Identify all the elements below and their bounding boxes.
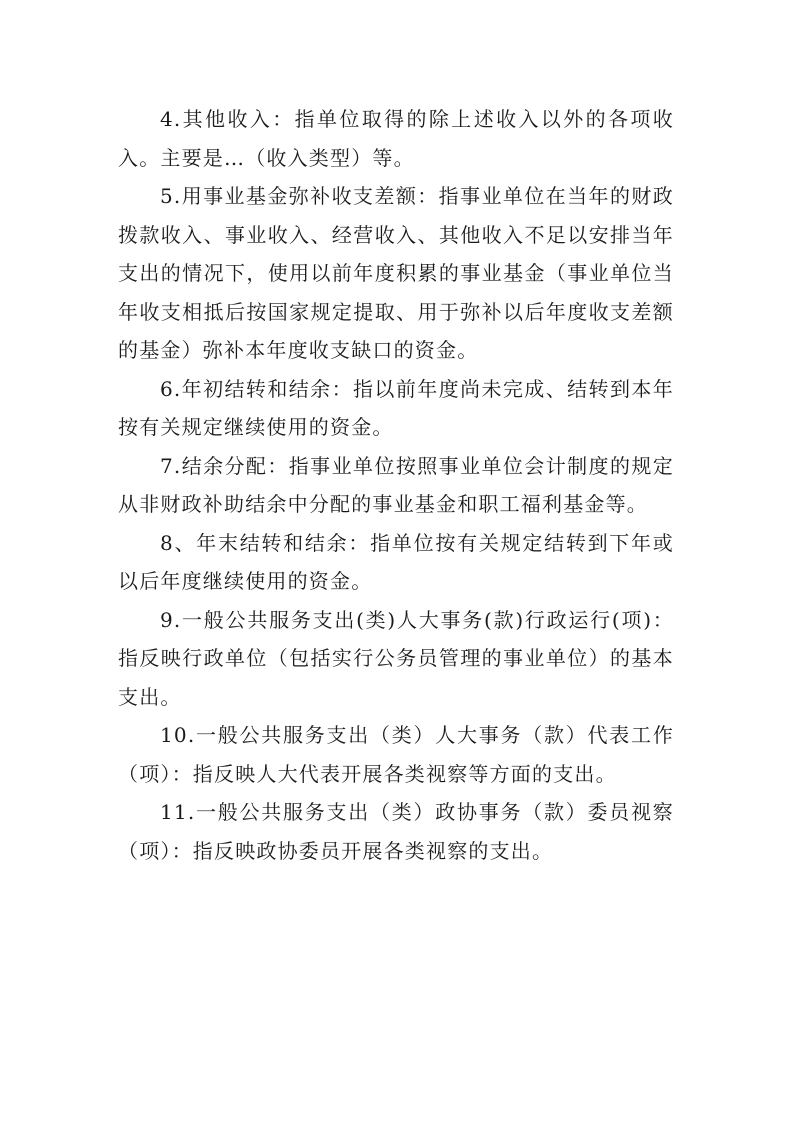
paragraph-fund-offset: 5.用事业基金弥补收支差额：指事业单位在当年的财政拨款收入、事业收入、经营收入、其他收入不足以安排当年支出的情况下，使用以前年度积累的事业基金（事业单位当年收支相抵后按国家规定提取、用于弥补以后年度收支差额的基金）弥补本年度收支缺口的资金。 (118, 184, 674, 362)
paragraph-other-income: 4.其他收入：指单位取得的除上述收入以外的各项收入。主要是…（收入类型）等。 (118, 107, 674, 170)
paragraph-opening-balance: 6.年初结转和结余：指以前年度尚未完成、结转到本年按有关规定继续使用的资金。 (118, 376, 674, 439)
document-body (118, 100, 674, 870)
paragraph-cppcc-inspection: 11.一般公共服务支出（类）政协事务（款）委员视察（项）：指反映政协委员开展各类视察的支出。 (118, 800, 674, 863)
paragraph-npc-administration: 9.一般公共服务支出(类)人大事务(款)行政运行(项)：指反映行政单位（包括实行公务员管理的事业单位）的基本支出。 (118, 607, 674, 709)
paragraph-npc-representative-work: 10.一般公共服务支出（类）人大事务（款）代表工作（项）：指反映人大代表开展各类视察等方面的支出。 (118, 723, 674, 786)
paragraph-closing-balance: 8、年末结转和结余：指单位按有关规定结转到下年或以后年度继续使用的资金。 (118, 530, 674, 593)
paragraph-surplus-distribution: 7.结余分配：指事业单位按照事业单位会计制度的规定从非财政补助结余中分配的事业基金和职工福利基金等。 (118, 453, 674, 516)
